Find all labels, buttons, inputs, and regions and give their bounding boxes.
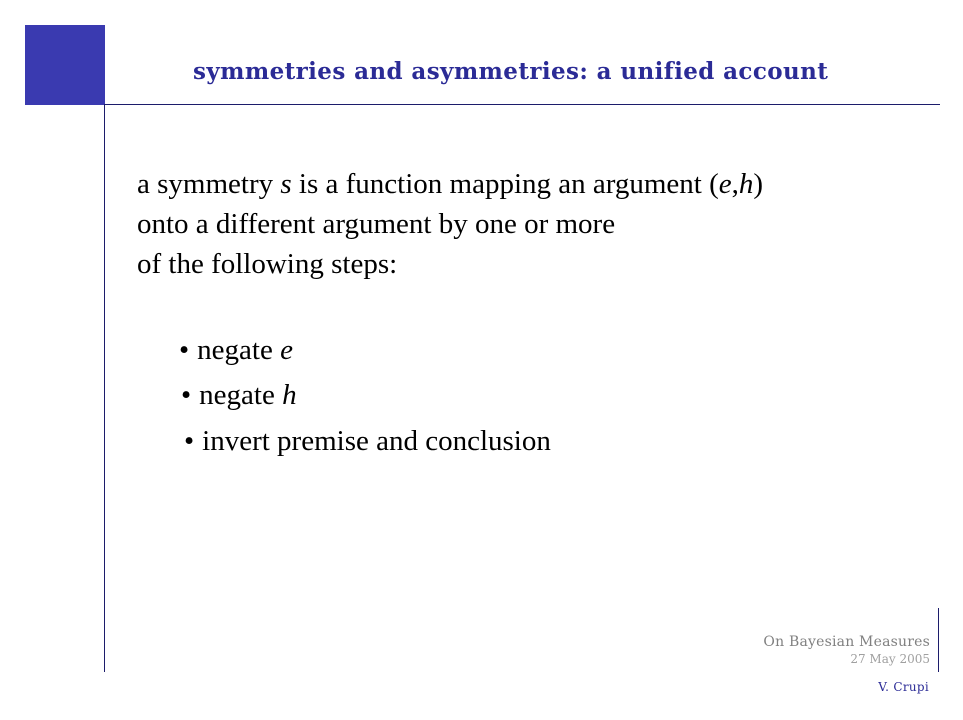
accent-square — [25, 25, 105, 105]
bullet-icon: • — [181, 379, 192, 411]
step-negate-h: • negate h — [181, 379, 297, 411]
bullet-icon: • — [179, 334, 190, 366]
definition-line-2: onto a different argument by one or more — [137, 208, 616, 240]
definition-line-3: of the following steps: — [137, 248, 398, 280]
footer-author: V. Crupi — [878, 680, 929, 694]
definition-text — [137, 164, 763, 284]
left-rule — [104, 104, 105, 672]
step-negate-e: • negate e — [179, 334, 293, 366]
slide-title: symmetries and asymmetries: a unified account — [193, 58, 829, 85]
footer-rule — [938, 608, 939, 672]
title-rule — [104, 104, 940, 105]
bullet-icon: • — [184, 425, 195, 457]
definition-line-1: a symmetry s is a function mapping an argument (e,h) — [137, 168, 764, 200]
step-invert: • invert premise and conclusion — [184, 425, 551, 457]
footer-talk-title: On Bayesian Measures — [763, 634, 930, 650]
footer-date: 27 May 2005 — [850, 652, 930, 666]
